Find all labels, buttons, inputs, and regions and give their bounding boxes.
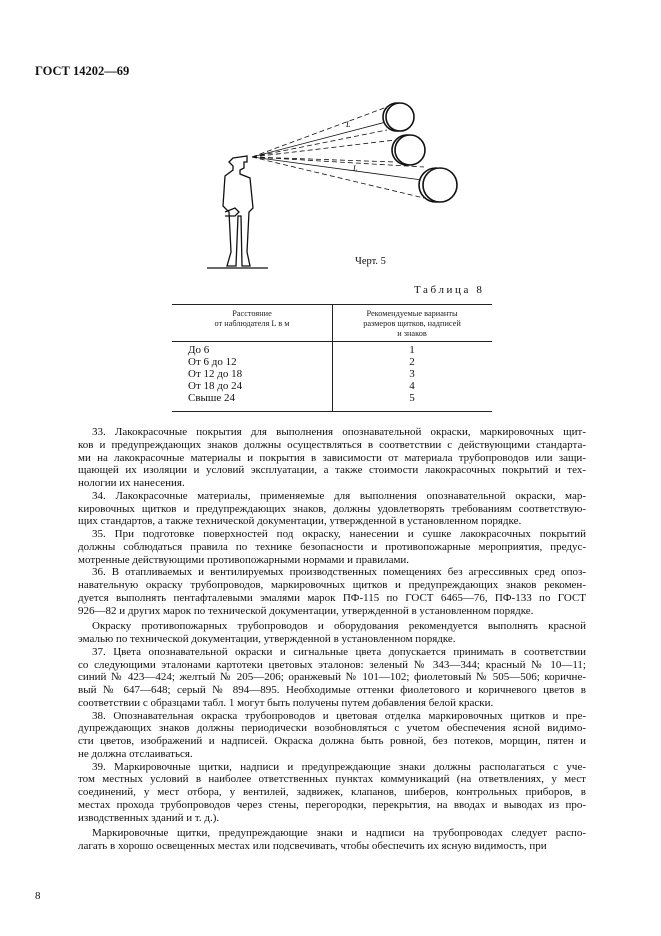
page-number: 8: [35, 890, 41, 902]
column-header-distance: [172, 309, 332, 329]
table-caption: Таблица 8: [414, 284, 485, 296]
header-line: и знаков: [397, 329, 427, 338]
paragraph: [78, 566, 586, 617]
paragraph: [78, 827, 586, 853]
text-line: 926—82 и других марок по технической документации, утвержденной в установленном порядке.: [78, 604, 534, 617]
table-cell-distance: От 18 до 24: [188, 380, 243, 392]
text-line: ми на лакокрасочные материалы и покрытия в зависимости от материала трубопроводов или защи-: [78, 451, 586, 464]
distance-table: [172, 304, 492, 412]
text-line: изводственных зданий и т. д.).: [78, 811, 220, 824]
sign-circles: [383, 103, 457, 202]
text-line: Окраску противопожарных трубопроводов и оборудования рекомендуется выполнять красной: [92, 620, 586, 633]
text-line: лагать в хорошо освещенных местах или подсвечивать, чтобы обеспечить их ясную видимость, при: [78, 840, 547, 852]
table-cell-distance: От 6 до 12: [188, 356, 237, 368]
table-cell-distance: Свыше 24: [188, 392, 236, 404]
paragraph: [78, 761, 586, 825]
table-cell-distance: От 12 до 18: [188, 368, 243, 380]
paragraph: [78, 620, 586, 646]
text-line: 34. Лакокрасочные материалы, применяемые для выполнения опознавательной окраски, мар-: [92, 489, 586, 502]
figure-observer-distance: [195, 90, 465, 275]
table-cell-variant: 2: [409, 356, 415, 368]
text-line: местах прохода трубопроводов через стены, перегородки, перекрытия, на вводах и выводах из про-: [78, 798, 586, 811]
variant-column: [332, 344, 492, 404]
text-line: дуется выполнять пентафталевыми эмалями марок ПФ-115 по ГОСТ 6465—76, ПФ-133 по ГОСТ: [78, 591, 586, 604]
text-line: 35. При подготовке поверхностей под окраску, нанесении и сушке лакокрасочных покрытий: [92, 528, 586, 540]
distance-column: [188, 344, 242, 404]
text-line: Маркировочные щитки, предупреждающие знаки и надписи на трубопроводах следует распо-: [92, 827, 586, 840]
text-line: том местных условий в наиболее ответственных пунктах коммуникаций (на ответвлениях, у мест: [78, 773, 586, 786]
header-line: размеров щитков, надписей: [363, 319, 461, 328]
table-cell-variant: 3: [409, 368, 415, 380]
text-line: 37. Цвета опознавательной окраски и сигнальные цвета допускается принимать в соответствии: [92, 645, 586, 658]
table-cell-variant: 5: [409, 392, 415, 404]
text-line: ков и предупреждающих знаков должны осуществляться в соответствии с действующими стандарта-: [78, 438, 586, 451]
observer-figure-icon: [207, 156, 268, 268]
text-line: синий № 423—424; желтый № 205—206; оранжевый № 101—102; фиолетовый № 505—506; коричне-: [78, 671, 586, 684]
document-header: ГОСТ 14202—69: [35, 64, 130, 78]
text-line: не должна отслаиваться.: [78, 747, 193, 760]
header-line: Рекомендуемые варианты: [366, 309, 458, 318]
text-line: навательную окраску трубопроводов, маркировочных щитков и предупреждающих знаков рекомен-: [78, 579, 586, 591]
column-header-variants: [332, 309, 492, 339]
text-line: должны соблюдаться правила по технике безопасности и противопожарные мероприятия, предус-: [78, 540, 586, 553]
text-line: соединений, у мест отбора, у вентилей, задвижек, клапанов, шиберов, контрольных приборов, в: [78, 786, 586, 798]
paragraph: [78, 528, 586, 566]
table-cell-variant: 1: [409, 344, 415, 356]
document-body: [78, 426, 586, 853]
text-line: щих стандартов, а также технической документации, утвержденной в установленном порядке.: [78, 515, 522, 528]
paragraph: [78, 646, 586, 710]
text-line: щающей их изоляции и условий эксплуатации, а также стоимости лакокрасочных покрытий и тех-: [78, 464, 586, 477]
text-line: 38. Опознавательная окраска трубопроводов и цветовая отделка маркировочных щитков и пре-: [92, 709, 586, 722]
text-line: соответствии с образцами табл. 1 могут быть получены путем добавления белой краски.: [78, 696, 494, 709]
text-line: со следующими эталонами картотеки цветовых эталонов: зеленый № 343—344; красный № 10—11;: [78, 658, 586, 671]
paragraph: [78, 710, 586, 761]
table-cell-distance: До 6: [188, 344, 210, 356]
paragraph: [78, 426, 586, 490]
label-l: L: [353, 164, 358, 173]
header-line: от наблюдателя L в м: [214, 319, 290, 328]
paragraph: [78, 490, 586, 528]
text-line: эмалью по технической документации, утвержденной в установленном порядке.: [78, 633, 456, 645]
text-line: сти цветов, изображений и надписей. Окраска должна быть ровной, без потеков, морщин, пятен и: [78, 735, 586, 747]
text-line: 33. Лакокрасочные покрытия для выполнения опознавательной окраски, маркировочных щит-: [92, 426, 586, 438]
header-divider: [172, 341, 492, 342]
text-line: 36. В отапливаемых и вентилируемых производственных помещениях без агрессивных сред опоз-: [92, 566, 586, 579]
text-line: дупреждающих знаков должны периодически возобновляться с учетом обеспечения ясной видимо-: [78, 722, 586, 735]
text-line: нологии их нанесения.: [78, 477, 185, 489]
text-line: мотренные действующими противопожарными нормами и правилами.: [78, 553, 410, 566]
text-line: кировочных щитков и предупреждающих знаков, должны удовлетворять требованиям соответствую-: [78, 502, 586, 515]
table-cell-variant: 4: [409, 380, 415, 392]
text-line: вый № 647—648; серый № 894—895. Необходимые оттенки фиолетового и коричневого цветов в: [78, 684, 586, 696]
label-l: L: [346, 120, 351, 129]
text-line: 39. Маркировочные щитки, надписи и предупреждающие знаки должны располагаться с уче-: [92, 760, 586, 773]
header-line: Расстояние: [232, 309, 272, 318]
figure-caption: Черт. 5: [355, 256, 386, 267]
